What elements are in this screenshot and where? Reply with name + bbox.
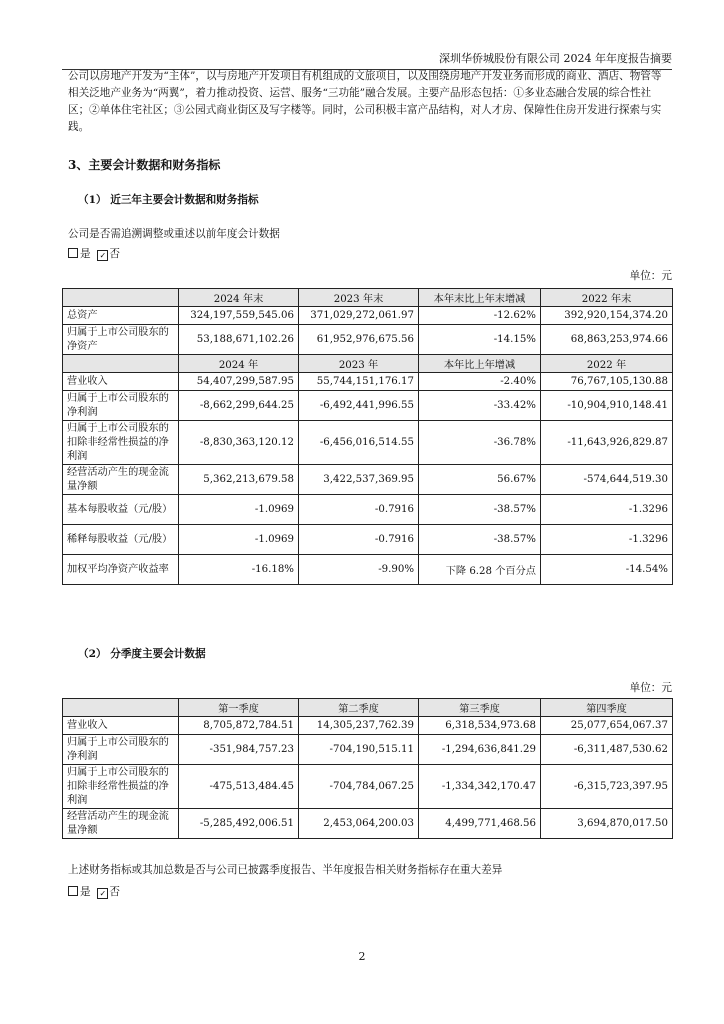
- value-cell: 2,453,064,200.03: [299, 809, 419, 839]
- header-blank-cell: [63, 699, 179, 717]
- column-header: 本年末比上年末增减: [419, 289, 541, 307]
- quarter-header-row: [63, 699, 673, 717]
- subsection-1-title: （1） 近三年主要会计数据和财务指标: [78, 194, 259, 206]
- restatement-options: [68, 246, 120, 261]
- value-cell: -351,984,757.23: [179, 735, 299, 765]
- table-row: [63, 325, 673, 355]
- value-cell: -1.3296: [541, 525, 673, 555]
- value-cell: -1.0969: [179, 495, 299, 525]
- row-label: 营业收入: [63, 717, 179, 735]
- value-cell: -1.0969: [179, 525, 299, 555]
- value-cell: 3,694,870,017.50: [541, 809, 673, 839]
- annual-header-row: [63, 355, 673, 373]
- value-cell: -8,662,299,644.25: [179, 391, 299, 421]
- unit-label-1: 单位：元: [629, 270, 672, 282]
- column-header: 2022 年: [541, 355, 673, 373]
- column-header: 第一季度: [179, 699, 299, 717]
- subsection-2-title: （2） 分季度主要会计数据: [78, 648, 206, 660]
- value-cell: -9.90%: [299, 555, 419, 585]
- column-header: 2023 年: [299, 355, 419, 373]
- value-cell: -475,513,484.45: [179, 765, 299, 809]
- value-cell: -2.40%: [419, 373, 541, 391]
- row-label: 经营活动产生的现金流量净额: [63, 465, 179, 495]
- annual-financial-table: [62, 288, 673, 585]
- value-cell: 3,422,537,369.95: [299, 465, 419, 495]
- value-cell: 5,362,213,679.58: [179, 465, 299, 495]
- column-header: 2022 年末: [541, 289, 673, 307]
- page-header: 深圳华侨城股份有限公司 2024 年年度报告摘要: [62, 50, 672, 70]
- row-label: 加权平均净资产收益率: [63, 555, 179, 585]
- value-cell: 53,188,671,102.26: [179, 325, 299, 355]
- value-cell: 76,767,105,130.88: [541, 373, 673, 391]
- value-cell: 6,318,534,973.68: [419, 717, 541, 735]
- value-cell: -12.62%: [419, 307, 541, 325]
- value-cell: 8,705,872,784.51: [179, 717, 299, 735]
- column-header: 本年比上年增减: [419, 355, 541, 373]
- value-cell: -6,492,441,996.55: [299, 391, 419, 421]
- value-cell: 392,920,154,374.20: [541, 307, 673, 325]
- checkbox-yes-unchecked[interactable]: [68, 248, 78, 258]
- discrepancy-question: 上述财务指标或其加总数是否与公司已披露季度报告、半年度报告相关财务指标存在重大差异: [68, 864, 503, 876]
- table-row: [63, 307, 673, 325]
- value-cell: 4,499,771,468.56: [419, 809, 541, 839]
- table-row: [63, 735, 673, 765]
- value-cell: 下降 6.28 个百分点: [419, 555, 541, 585]
- header-blank-cell: [63, 355, 179, 373]
- value-cell: 371,029,272,061.97: [299, 307, 419, 325]
- value-cell: -16.18%: [179, 555, 299, 585]
- row-label: 归属于上市公司股东的扣除非经常性损益的净利润: [63, 421, 179, 465]
- value-cell: -0.7916: [299, 495, 419, 525]
- column-header: 第二季度: [299, 699, 419, 717]
- value-cell: 68,863,253,974.66: [541, 325, 673, 355]
- column-header: 2024 年末: [179, 289, 299, 307]
- column-header: 第三季度: [419, 699, 541, 717]
- value-cell: -14.54%: [541, 555, 673, 585]
- value-cell: -6,315,723,397.95: [541, 765, 673, 809]
- value-cell: 25,077,654,067.37: [541, 717, 673, 735]
- table-row: [63, 555, 673, 585]
- table-row: [63, 373, 673, 391]
- row-label: 归属于上市公司股东的扣除非经常性损益的净利润: [63, 765, 179, 809]
- value-cell: -14.15%: [419, 325, 541, 355]
- value-cell: 61,952,976,675.56: [299, 325, 419, 355]
- checkbox-yes-unchecked[interactable]: [68, 886, 78, 896]
- option-no-label: 否: [109, 886, 120, 898]
- row-label: 总资产: [63, 307, 179, 325]
- value-cell: -1,334,342,170.47: [419, 765, 541, 809]
- row-label: 经营活动产生的现金流量净额: [63, 809, 179, 839]
- value-cell: 54,407,299,587.95: [179, 373, 299, 391]
- unit-label-2: 单位：元: [629, 682, 672, 694]
- annual-end-header-row: [63, 289, 673, 307]
- option-yes-label: 是: [80, 248, 91, 260]
- quarterly-financial-table: [62, 698, 673, 839]
- table-row: [63, 391, 673, 421]
- value-cell: -6,456,016,514.55: [299, 421, 419, 465]
- value-cell: -6,311,487,530.62: [541, 735, 673, 765]
- value-cell: 56.67%: [419, 465, 541, 495]
- table-row: [63, 495, 673, 525]
- header-blank-cell: [63, 289, 179, 307]
- page-number: 2: [358, 950, 366, 963]
- table-row: [63, 525, 673, 555]
- value-cell: -38.57%: [419, 495, 541, 525]
- restatement-question: 公司是否需追溯调整或重述以前年度会计数据: [68, 228, 280, 240]
- intro-paragraph: 公司以房地产开发为“主体”，以与房地产开发项目有机组成的文旅项目，以及围绕房地产开发业务而形成的商业、酒店、物管等相关泛地产业务为“两翼”，着力推动投资、运营、服务“三功能”融合发展。主要产品形态包括：①多业态融合发展的综合性社区；②单体住宅社区；③公园式商业街区及写字楼等。同时，公司积极丰富产品结构，对人才房、保障性住房开发进行探索与实践。: [68, 70, 662, 133]
- table-row: [63, 421, 673, 465]
- option-no-label: 否: [109, 248, 120, 260]
- column-header: 2024 年: [179, 355, 299, 373]
- value-cell: -38.57%: [419, 525, 541, 555]
- value-cell: -704,784,067.25: [299, 765, 419, 809]
- checkbox-no-checked[interactable]: ✓: [97, 888, 108, 899]
- row-label: 归属于上市公司股东的净利润: [63, 391, 179, 421]
- value-cell: 324,197,559,545.06: [179, 307, 299, 325]
- value-cell: -8,830,363,120.12: [179, 421, 299, 465]
- value-cell: -36.78%: [419, 421, 541, 465]
- value-cell: -33.42%: [419, 391, 541, 421]
- value-cell: -10,904,910,148.41: [541, 391, 673, 421]
- row-label: 稀释每股收益（元/股）: [63, 525, 179, 555]
- table-row: [63, 809, 673, 839]
- section-3-title: 3、主要会计数据和财务指标: [68, 158, 221, 172]
- table-row: [63, 465, 673, 495]
- row-label: 营业收入: [63, 373, 179, 391]
- value-cell: -1.3296: [541, 495, 673, 525]
- value-cell: 14,305,237,762.39: [299, 717, 419, 735]
- row-label: 基本每股收益（元/股）: [63, 495, 179, 525]
- checkbox-no-checked[interactable]: ✓: [97, 250, 108, 261]
- column-header: 2023 年末: [299, 289, 419, 307]
- value-cell: -5,285,492,006.51: [179, 809, 299, 839]
- table-row: [63, 717, 673, 735]
- value-cell: 55,744,151,176.17: [299, 373, 419, 391]
- row-label: 归属于上市公司股东的净资产: [63, 325, 179, 355]
- value-cell: -1,294,636,841.29: [419, 735, 541, 765]
- value-cell: -11,643,926,829.87: [541, 421, 673, 465]
- row-label: 归属于上市公司股东的净利润: [63, 735, 179, 765]
- value-cell: -574,644,519.30: [541, 465, 673, 495]
- table-row: [63, 765, 673, 809]
- value-cell: -0.7916: [299, 525, 419, 555]
- value-cell: -704,190,515.11: [299, 735, 419, 765]
- discrepancy-options: [68, 884, 120, 899]
- option-yes-label: 是: [80, 886, 91, 898]
- column-header: 第四季度: [541, 699, 673, 717]
